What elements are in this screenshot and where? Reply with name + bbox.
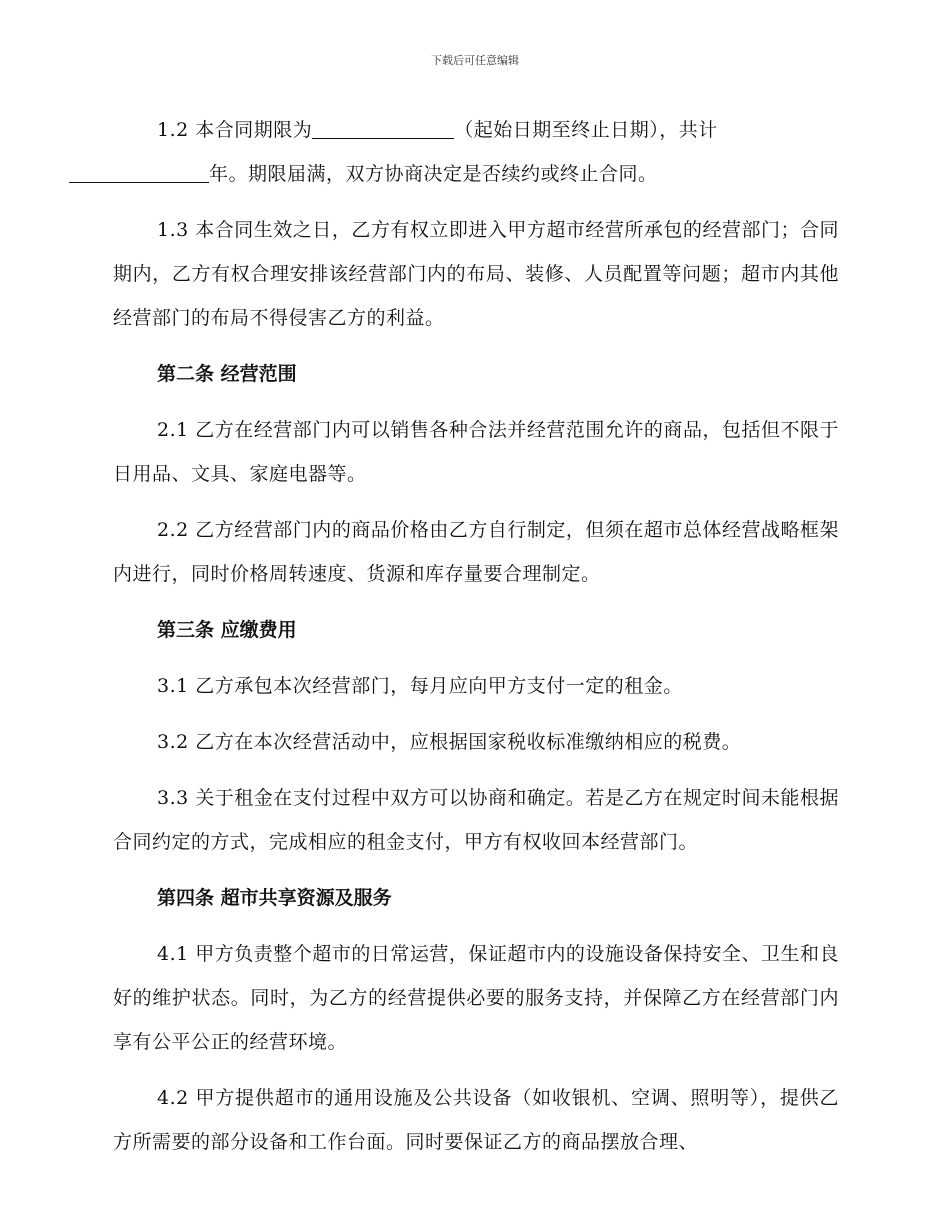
years-blank[interactable] xyxy=(69,162,209,183)
clause-4-2: 4.2 甲方提供超市的通用设施及公共设备（如收银机、空调、照明等），提供乙方所需要的部分设备和工作台面。同时要保证乙方的商品摆放合理、 xyxy=(113,1087,839,1153)
page-header: 下载后可任意编辑 xyxy=(431,54,519,67)
clause-2-2: 2.2 乙方经营部门内的商品价格由乙方自行制定，但须在超市总体经营战略框架内进行，同时价格周转速度、货源和库存量要合理制定。 xyxy=(113,519,839,585)
clause-4-1: 4.1 甲方负责整个超市的日常运营，保证超市内的设施设备保持安全、卫生和良好的维护状态。同时，为乙方的经营提供必要的服务支持，并保障乙方在经营部门内享有公平公正的经营环境。 xyxy=(113,943,839,1053)
article-2-title: 第二条 经营范围 xyxy=(157,363,297,385)
article-4-title: 第四条 超市共享资源及服务 xyxy=(157,887,392,909)
clause-1-2-text-a: 1.2 本合同期限为 xyxy=(157,119,313,141)
clause-1-2-line-2 xyxy=(113,152,839,196)
term-blank[interactable] xyxy=(312,118,454,139)
contract-body xyxy=(113,108,839,1176)
clause-2-1: 2.1 乙方在经营部门内可以销售各种合法并经营范围允许的商品，包括但不限于日用品、文具、家庭电器等。 xyxy=(113,419,839,485)
clause-3-3: 3.3 关于租金在支付过程中双方可以协商和确定。若是乙方在规定时间未能根据合同约定的方式，完成相应的租金支付，甲方有权收回本经营部门。 xyxy=(113,787,839,853)
clause-3-1: 3.1 乙方承包本次经营部门，每月应向甲方支付一定的租金。 xyxy=(157,675,683,697)
clause-1-3: 1.3 本合同生效之日，乙方有权立即进入甲方超市经营所承包的经营部门；合同期内，乙方有权合理安排该经营部门内的布局、装修、人员配置等问题；超市内其他经营部门的布局不得侵害乙方的利益。 xyxy=(113,219,839,329)
clause-3-2: 3.2 乙方在本次经营活动中，应根据国家税收标准缴纳相应的税费。 xyxy=(157,731,742,753)
article-3-title: 第三条 应缴费用 xyxy=(157,619,297,641)
clause-1-2 xyxy=(113,108,839,196)
clause-1-2-text-b: （起始日期至终止日期），共计 xyxy=(454,119,718,141)
clause-1-2-text-c: 年。期限届满，双方协商决定是否续约或终止合同。 xyxy=(209,163,658,185)
